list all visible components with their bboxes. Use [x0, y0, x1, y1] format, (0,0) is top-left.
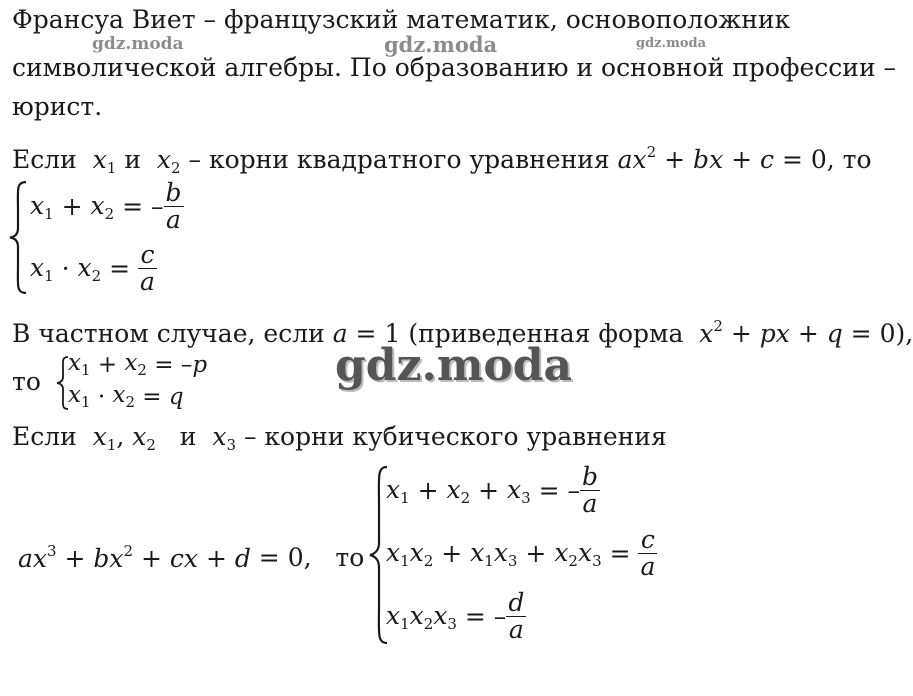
watermark-small-2: gdz.moda [384, 32, 498, 57]
vieta-product-quadratic: $x_1$ · $x_2$ = $\frac{c}{a}$ [30, 240, 155, 296]
special-case-sentence: В частном случае, если a = 1 (приведенная форма $x^2$ + px + q = 0), [12, 317, 913, 348]
watermark-big: gdz.moda [335, 340, 573, 391]
left-brace-quadratic [8, 180, 30, 295]
text-line-2: символической алгебры. По образованию и основной профессии – [12, 53, 897, 82]
vieta-product-cubic: $x_1x_2x_3$ = – $\frac{d}{a}$ [386, 588, 525, 644]
vieta-sum-cubic: $x_1$ + $x_2$ + $x_3$ = – $\frac{b}{a}$ [386, 462, 599, 518]
quadratic-sentence: Если $x_1$ и $x_2$ – корни квадратного уравнения $ax^2$ + bx + c = 0, то [12, 143, 872, 177]
to-label-reduced: то [12, 367, 41, 396]
text-line-3: юрист. [12, 92, 103, 121]
vieta-sum-reduced: $x_1$ + $x_2$ = – p [68, 350, 208, 379]
vieta-pairs-cubic: $x_1x_2$ + $x_1x_3$ + $x_2x_3$ = $\frac{c}{a}$ [386, 525, 656, 581]
text-line-1: Франсуа Виет – французский математик, основоположник [12, 5, 791, 34]
vieta-product-reduced: $x_1$ · $x_2$ = q [68, 382, 184, 411]
cubic-sentence: Если $x_1$, $x_2$ и $x_3$ – корни кубического уравнения [12, 422, 667, 454]
watermark-small-3: gdz.moda [636, 36, 707, 51]
watermark-small-1: gdz.moda [92, 34, 184, 54]
cubic-equation: $ax^3 + bx^2$ + cx + d = 0, то [18, 542, 365, 573]
vieta-sum-quadratic: $x_1$ + $x_2$ = – $\frac{b}{a}$ [30, 178, 182, 234]
